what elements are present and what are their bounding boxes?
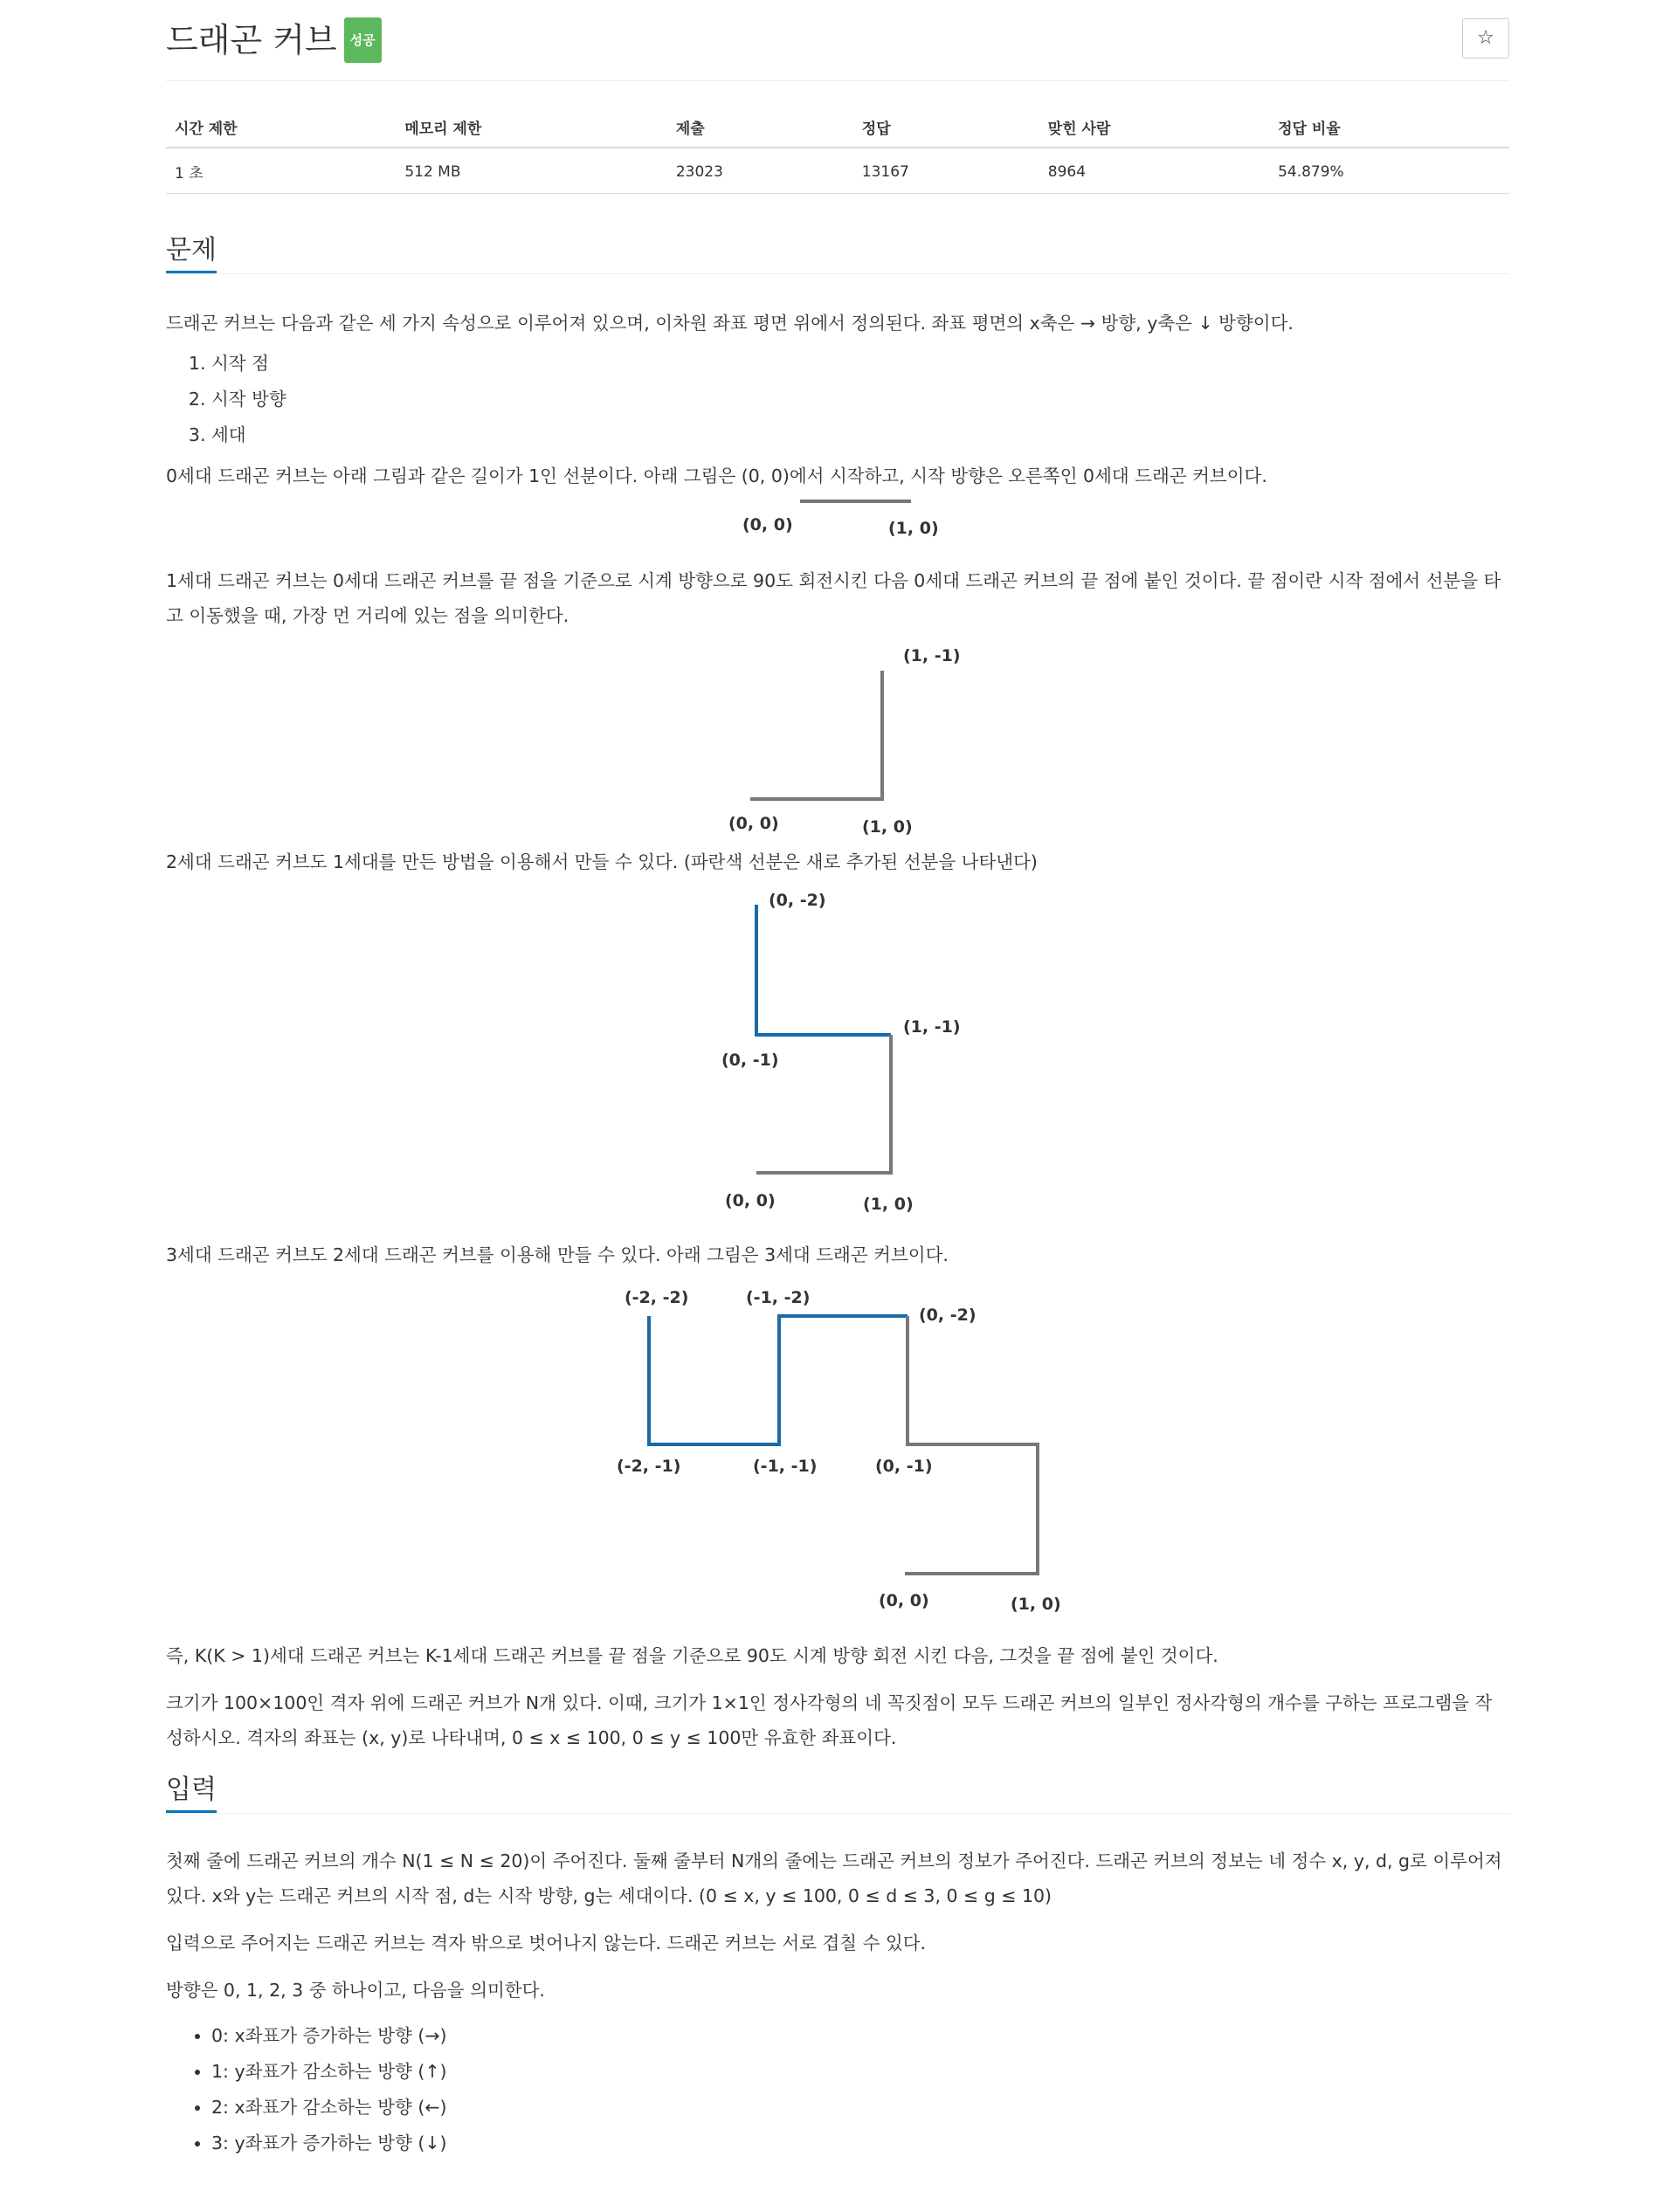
input-p2: 입력으로 주어지는 드래곤 커브는 격자 밖으로 벗어나지 않는다. 드래곤 커브는 서로 겹칠 수 있다. [166, 1933, 927, 1954]
point-label: (0, 0) [879, 1591, 929, 1610]
point-label: (-1, -2) [746, 1288, 811, 1307]
point-label: (0, 0) [725, 1191, 776, 1210]
gen2-text: 2세대 드래곤 커브도 1세대를 만든 방법을 이용해서 만들 수 있다. (파란색 선분은 새로 추가된 선분을 나타낸다) [166, 851, 1038, 872]
segment-new [756, 905, 891, 1035]
problem-heading: 문제 [166, 233, 217, 273]
stats-header-accepted: 정답 [853, 116, 1039, 148]
figure-gen1 [166, 633, 1509, 843]
point-label: (0, -2) [769, 891, 826, 910]
problem-title: 드래곤 커브 [166, 21, 337, 59]
stats-submissions: 23023 [667, 148, 853, 194]
input-p3: 방향은 0, 1, 2, 3 중 하나이고, 다음을 의미한다. [166, 1980, 545, 2001]
direction-list [166, 2018, 1509, 2161]
stats-header-ratio: 정답 비율 [1269, 116, 1509, 148]
point-label: (1, -1) [903, 1017, 961, 1037]
stats-value-row [166, 148, 1509, 194]
task-text: 크기가 100×100인 격자 위에 드래곤 커브가 N개 있다. 이때, 크기가 1×1인 정사각형의 네 꼭짓점이 모두 드래곤 커브의 일부인 정사각형의 개수를 구하는 프로그램을 작성하시오. 격자의 좌표는 (x, y)로 나타내며, 0 ≤ x ≤ 100, 0 ≤ y ≤ 100만 유효한 좌표이다. [166, 1692, 1493, 1748]
problem-section-head [166, 233, 1509, 274]
segment-old [750, 671, 882, 799]
stats-table [166, 116, 1509, 194]
list-item: • 1: y좌표가 감소하는 방향 (↑) [211, 2054, 1509, 2090]
star-icon[interactable]: ☆ [1462, 18, 1509, 59]
input-body [166, 1843, 1509, 2161]
input-p1: 첫째 줄에 드래곤 커브의 개수 N(1 ≤ N ≤ 20)이 주어진다. 둘째 줄부터 N개의 줄에는 드래곤 커브의 정보가 주어진다. 드래곤 커브의 정보는 네 정수 x, y, d, g로 이루어져 있다. x와 y는 드래곤 커브의 시작 점, d는 시작 방향, g는 세대이다. (0 ≤ x, y ≤ 100, 0 ≤ d ≤ 3, 0 ≤ g ≤ 10) [166, 1850, 1502, 1906]
problem-body [166, 306, 1509, 1755]
stats-header-solvers: 맞힌 사람 [1039, 116, 1269, 148]
point-label: (1, 0) [863, 1195, 914, 1214]
status-badge: 성공 [344, 17, 382, 63]
stats-solvers: 8964 [1039, 148, 1269, 194]
problem-intro: 드래곤 커브는 다음과 같은 세 가지 속성으로 이루어져 있으며, 이차원 좌표 평면 위에서 정의된다. 좌표 평면의 x축은 → 방향, y축은 ↓ 방향이다. [166, 313, 1294, 334]
stats-header-time: 시간 제한 [166, 116, 396, 148]
point-label: (-2, -1) [617, 1457, 681, 1476]
list-item: • 0: x좌표가 증가하는 방향 (→) [211, 2018, 1509, 2054]
point-label: (1, 0) [888, 519, 939, 538]
stats-header-row [166, 116, 1509, 148]
stats-ratio: 54.879% [1269, 148, 1509, 194]
figure-gen2 [166, 879, 1509, 1229]
point-label: (0, 0) [728, 814, 779, 833]
figure-gen0 [166, 493, 1509, 553]
point-label: (1, 0) [862, 817, 913, 837]
point-label: (0, -1) [721, 1051, 779, 1070]
point-label: (1, -1) [903, 646, 961, 665]
gen0-text: 0세대 드래곤 커브는 아래 그림과 같은 길이가 1인 선분이다. 아래 그림은 (0, 0)에서 시작하고, 시작 방향은 오른쪽인 0세대 드래곤 커브이다. [166, 465, 1267, 486]
gen3-text: 3세대 드래곤 커브도 2세대 드래곤 커브를 이용해 만들 수 있다. 아래 그림은 3세대 드래곤 커브이다. [166, 1244, 949, 1265]
gen1-text: 1세대 드래곤 커브는 0세대 드래곤 커브를 끝 점을 기준으로 시계 방향으로 90도 회전시킨 다음 0세대 드래곤 커브의 끝 점에 붙인 것이다. 끝 점이란 시작 점에서 선분을 타고 이동했을 때, 가장 먼 거리에 있는 점을 의미한다. [166, 570, 1501, 626]
list-item: • 2: x좌표가 감소하는 방향 (←) [211, 2090, 1509, 2126]
page-title [166, 19, 382, 65]
segment-old [905, 1316, 1038, 1574]
stats-memory: 512 MB [396, 148, 667, 194]
problem-page [166, 0, 1509, 2161]
input-section-head [166, 1773, 1509, 1814]
point-label: (-2, -2) [625, 1288, 689, 1307]
list-item: 2. 시작 방향 [211, 382, 1509, 417]
segment-new [649, 1316, 908, 1444]
point-label: (0, -2) [919, 1306, 977, 1325]
point-label: (0, -1) [875, 1457, 933, 1476]
list-item: • 3: y좌표가 증가하는 방향 (↓) [211, 2126, 1509, 2161]
stats-header-memory: 메모리 제한 [396, 116, 667, 148]
figure-gen3 [166, 1272, 1509, 1635]
point-label: (1, 0) [1011, 1595, 1061, 1614]
point-label: (-1, -1) [753, 1457, 818, 1476]
stats-accepted: 13167 [853, 148, 1039, 194]
input-heading: 입력 [166, 1773, 217, 1813]
point-label: (0, 0) [742, 515, 793, 534]
list-item: 1. 시작 점 [211, 346, 1509, 382]
property-list [166, 346, 1509, 453]
stats-time: 1 초 [166, 148, 396, 194]
title-row [166, 16, 1509, 81]
genk-text: 즉, K(K > 1)세대 드래곤 커브는 K-1세대 드래곤 커브를 끝 점을 기준으로 90도 시계 방향 회전 시킨 다음, 그것을 끝 점에 붙인 것이다. [166, 1645, 1218, 1666]
list-item: 3. 세대 [211, 417, 1509, 453]
stats-header-submissions: 제출 [667, 116, 853, 148]
